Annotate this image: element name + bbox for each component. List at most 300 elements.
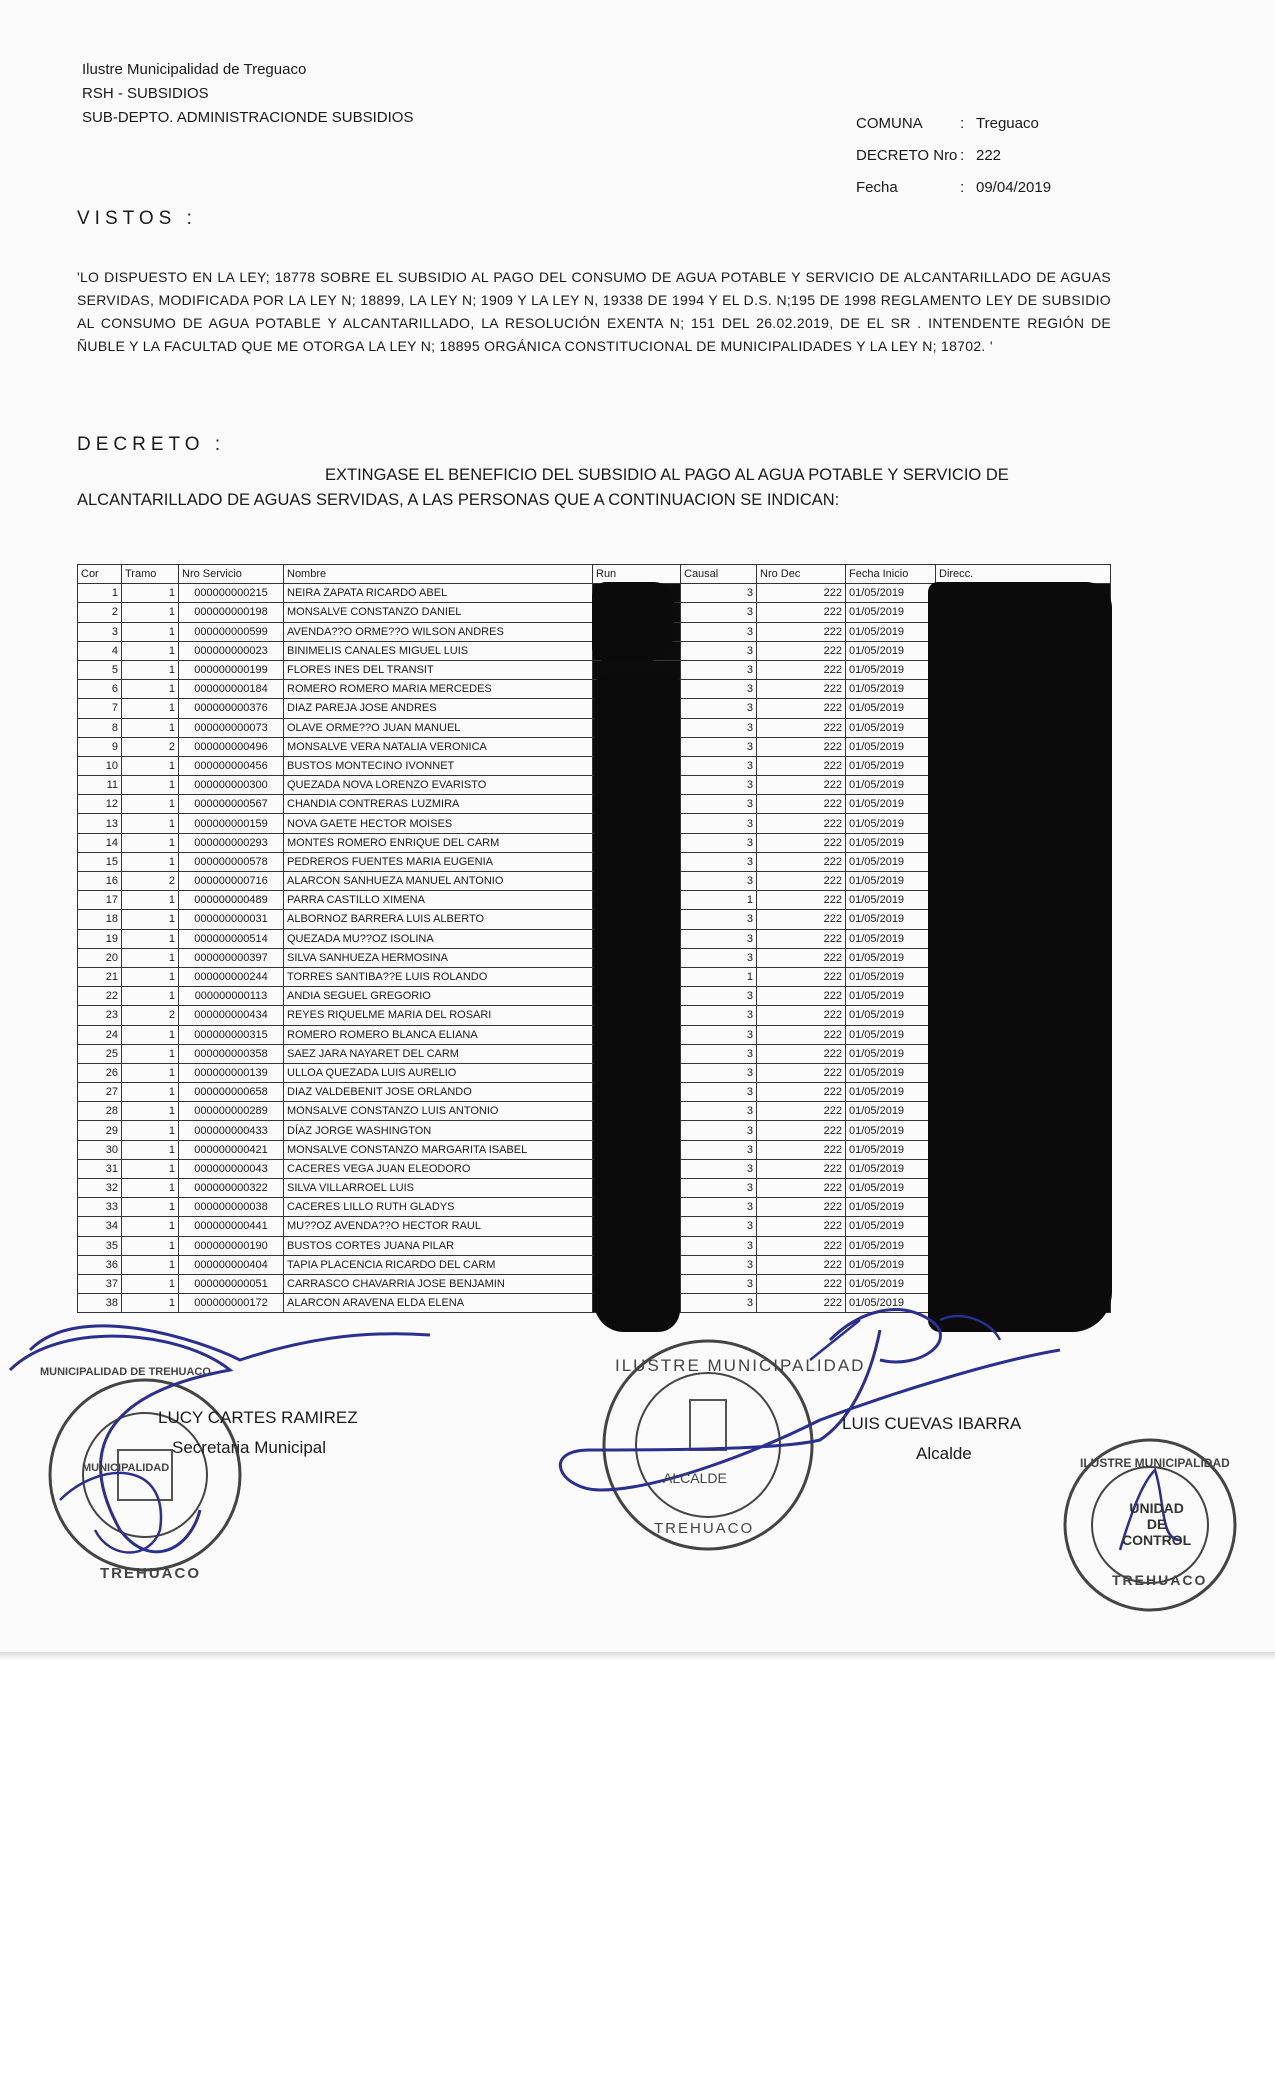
cell-cor: 32 [78, 1179, 122, 1198]
cell-fecha-inicio: 01/05/2019 [846, 967, 936, 986]
cell-causal: 3 [681, 852, 757, 871]
cell-nro-servicio: 000000000190 [179, 1236, 284, 1255]
decreto-title: DECRETO : [77, 434, 226, 455]
stamp-center-bottom: TREHUACO [654, 1520, 755, 1537]
cell-causal: 3 [681, 929, 757, 948]
cell-fecha-inicio: 01/05/2019 [846, 929, 936, 948]
cell-nro-servicio: 000000000322 [179, 1179, 284, 1198]
redaction-mark [928, 582, 1112, 1332]
cell-tramo: 1 [122, 891, 179, 910]
stamp-center-inner: ALCALDE [663, 1470, 727, 1486]
cell-fecha-inicio: 01/05/2019 [846, 1044, 936, 1063]
cell-causal: 3 [681, 699, 757, 718]
issuer-block [82, 58, 413, 130]
cell-fecha-inicio: 01/05/2019 [846, 1198, 936, 1217]
stamp-right-line: CONTROL [1122, 1532, 1192, 1548]
cell-tramo: 1 [122, 584, 179, 603]
cell-fecha-inicio: 01/05/2019 [846, 872, 936, 891]
cell-nro-servicio: 000000000023 [179, 641, 284, 660]
cell-cor: 17 [78, 891, 122, 910]
cell-nro-servicio: 000000000215 [179, 584, 284, 603]
cell-causal: 3 [681, 1198, 757, 1217]
cell-cor: 6 [78, 680, 122, 699]
cell-nro-dec: 222 [757, 1294, 846, 1313]
cell-nro-servicio: 000000000489 [179, 891, 284, 910]
cell-nro-dec: 222 [757, 1198, 846, 1217]
cell-fecha-inicio: 01/05/2019 [846, 776, 936, 795]
cell-tramo: 1 [122, 1063, 179, 1082]
cell-nombre: SILVA VILLARROEL LUIS [284, 1179, 593, 1198]
col-run: Run [593, 565, 681, 584]
cell-nro-dec: 222 [757, 641, 846, 660]
cell-cor: 13 [78, 814, 122, 833]
meta-label: DECRETO Nro [856, 147, 958, 164]
cell-cor: 16 [78, 872, 122, 891]
cell-nro-dec: 222 [757, 1255, 846, 1274]
cell-nombre: TAPIA PLACENCIA RICARDO DEL CARM [284, 1255, 593, 1274]
meta-label: COMUNA [856, 115, 923, 132]
page-edge-shadow [0, 1652, 1275, 1660]
stamp-right-ring: ILUSTRE MUNICIPALIDAD [1080, 1456, 1230, 1470]
cell-nombre: CACERES LILLO RUTH GLADYS [284, 1198, 593, 1217]
signer-right-name: LUIS CUEVAS IBARRA [842, 1414, 1022, 1433]
cell-cor: 28 [78, 1102, 122, 1121]
cell-cor: 34 [78, 1217, 122, 1236]
cell-fecha-inicio: 01/05/2019 [846, 737, 936, 756]
cell-fecha-inicio: 01/05/2019 [846, 1236, 936, 1255]
cell-nro-servicio: 000000000315 [179, 1025, 284, 1044]
cell-nro-servicio: 000000000578 [179, 852, 284, 871]
cell-cor: 21 [78, 967, 122, 986]
cell-nro-dec: 222 [757, 948, 846, 967]
cell-nro-dec: 222 [757, 603, 846, 622]
cell-nro-dec: 222 [757, 891, 846, 910]
cell-nombre: DÍAZ JORGE WASHINGTON [284, 1121, 593, 1140]
cell-fecha-inicio: 01/05/2019 [846, 622, 936, 641]
cell-nombre: ALBORNOZ BARRERA LUIS ALBERTO [284, 910, 593, 929]
issuer-line: SUB-DEPTO. ADMINISTRACIONDE SUBSIDIOS [82, 109, 414, 126]
cell-tramo: 1 [122, 622, 179, 641]
cell-nombre: PARRA CASTILLO XIMENA [284, 891, 593, 910]
cell-nombre: ROMERO ROMERO BLANCA ELIANA [284, 1025, 593, 1044]
cell-causal: 3 [681, 1006, 757, 1025]
cell-nro-servicio: 000000000441 [179, 1217, 284, 1236]
meta-decreto [856, 140, 1051, 172]
cell-cor: 11 [78, 776, 122, 795]
cell-cor: 26 [78, 1063, 122, 1082]
cell-nro-dec: 222 [757, 699, 846, 718]
cell-causal: 3 [681, 1159, 757, 1178]
cell-causal: 3 [681, 1121, 757, 1140]
cell-nro-dec: 222 [757, 852, 846, 871]
cell-fecha-inicio: 01/05/2019 [846, 1294, 936, 1313]
cell-nombre: OLAVE ORME??O JUAN MANUEL [284, 718, 593, 737]
cell-causal: 3 [681, 584, 757, 603]
signer-left-role: Secretaria Municipal [172, 1438, 327, 1457]
cell-fecha-inicio: 01/05/2019 [846, 987, 936, 1006]
cell-nro-servicio: 000000000139 [179, 1063, 284, 1082]
col-cor: Cor [78, 565, 122, 584]
cell-causal: 3 [681, 1274, 757, 1293]
cell-cor: 29 [78, 1121, 122, 1140]
cell-fecha-inicio: 01/05/2019 [846, 584, 936, 603]
cell-causal: 3 [681, 948, 757, 967]
cell-causal: 3 [681, 622, 757, 641]
cell-cor: 20 [78, 948, 122, 967]
cell-cor: 23 [78, 1006, 122, 1025]
cell-nro-servicio: 000000000113 [179, 987, 284, 1006]
cell-cor: 36 [78, 1255, 122, 1274]
cell-cor: 2 [78, 603, 122, 622]
redaction-mark [594, 672, 680, 1332]
cell-nro-dec: 222 [757, 1236, 846, 1255]
cell-nombre: QUEZADA MU??OZ ISOLINA [284, 929, 593, 948]
cell-nro-servicio: 000000000159 [179, 814, 284, 833]
cell-nro-dec: 222 [757, 795, 846, 814]
meta-value: 222 [976, 147, 1002, 164]
cell-tramo: 2 [122, 1006, 179, 1025]
cell-nro-servicio: 000000000199 [179, 660, 284, 679]
cell-causal: 1 [681, 891, 757, 910]
cell-causal: 3 [681, 1083, 757, 1102]
cell-cor: 10 [78, 756, 122, 775]
cell-causal: 3 [681, 833, 757, 852]
cell-tramo: 1 [122, 795, 179, 814]
cell-tramo: 1 [122, 833, 179, 852]
cell-cor: 33 [78, 1198, 122, 1217]
cell-cor: 7 [78, 699, 122, 718]
cell-tramo: 1 [122, 660, 179, 679]
cell-causal: 3 [681, 1255, 757, 1274]
cell-causal: 3 [681, 641, 757, 660]
cell-cor: 19 [78, 929, 122, 948]
cell-tramo: 1 [122, 1044, 179, 1063]
cell-nombre: ANDIA SEGUEL GREGORIO [284, 987, 593, 1006]
cell-nro-servicio: 000000000358 [179, 1044, 284, 1063]
cell-nro-servicio: 000000000293 [179, 833, 284, 852]
cell-fecha-inicio: 01/05/2019 [846, 891, 936, 910]
cell-nro-dec: 222 [757, 737, 846, 756]
cell-nro-servicio: 000000000599 [179, 622, 284, 641]
cell-fecha-inicio: 01/05/2019 [846, 660, 936, 679]
cell-cor: 12 [78, 795, 122, 814]
cell-fecha-inicio: 01/05/2019 [846, 1140, 936, 1159]
cell-tramo: 1 [122, 852, 179, 871]
meta-label: Fecha [856, 179, 898, 196]
cell-nro-dec: 222 [757, 1102, 846, 1121]
cell-nro-dec: 222 [757, 584, 846, 603]
cell-nro-servicio: 000000000376 [179, 699, 284, 718]
cell-causal: 3 [681, 776, 757, 795]
decree-meta [856, 108, 1051, 204]
cell-cor: 37 [78, 1274, 122, 1293]
cell-nombre: BINIMELIS CANALES MIGUEL LUIS [284, 641, 593, 660]
cell-nombre: TORRES SANTIBA??E LUIS ROLANDO [284, 967, 593, 986]
meta-value: Treguaco [976, 115, 1039, 132]
cell-nro-servicio: 000000000073 [179, 718, 284, 737]
cell-tramo: 1 [122, 603, 179, 622]
cell-nombre: ALARCON SANHUEZA MANUEL ANTONIO [284, 872, 593, 891]
signer-left-name: LUCY CARTES RAMIREZ [158, 1408, 358, 1427]
cell-nro-dec: 222 [757, 910, 846, 929]
cell-nro-dec: 222 [757, 776, 846, 795]
cell-nombre: SILVA SANHUEZA HERMOSINA [284, 948, 593, 967]
col-nro-servicio: Nro Servicio [179, 565, 284, 584]
cell-fecha-inicio: 01/05/2019 [846, 680, 936, 699]
table-header-row [78, 565, 1111, 584]
cell-cor: 30 [78, 1140, 122, 1159]
cell-nro-servicio: 000000000496 [179, 737, 284, 756]
cell-nro-servicio: 000000000514 [179, 929, 284, 948]
cell-nro-dec: 222 [757, 1159, 846, 1178]
cell-causal: 3 [681, 680, 757, 699]
cell-nombre: ROMERO ROMERO MARIA MERCEDES [284, 680, 593, 699]
cell-nombre: ULLOA QUEZADA LUIS AURELIO [284, 1063, 593, 1082]
cell-nombre: MONTES ROMERO ENRIQUE DEL CARM [284, 833, 593, 852]
cell-tramo: 1 [122, 699, 179, 718]
cell-causal: 3 [681, 1179, 757, 1198]
stamp-right-line: UNIDAD [1129, 1500, 1184, 1516]
issuer-line: RSH - SUBSIDIOS [82, 85, 209, 102]
cell-cor: 25 [78, 1044, 122, 1063]
cell-nro-dec: 222 [757, 872, 846, 891]
cell-cor: 35 [78, 1236, 122, 1255]
cell-cor: 22 [78, 987, 122, 1006]
cell-nro-dec: 222 [757, 833, 846, 852]
cell-nro-servicio: 000000000289 [179, 1102, 284, 1121]
cell-fecha-inicio: 01/05/2019 [846, 1102, 936, 1121]
cell-fecha-inicio: 01/05/2019 [846, 1025, 936, 1044]
cell-tramo: 1 [122, 1198, 179, 1217]
cell-nombre: MU??OZ AVENDA??O HECTOR RAUL [284, 1217, 593, 1236]
cell-nro-dec: 222 [757, 1140, 846, 1159]
cell-nro-dec: 222 [757, 1006, 846, 1025]
cell-causal: 3 [681, 872, 757, 891]
cell-nro-dec: 222 [757, 1274, 846, 1293]
cell-tramo: 2 [122, 872, 179, 891]
stamp-right-inner [1122, 1500, 1191, 1548]
cell-tramo: 1 [122, 910, 179, 929]
cell-fecha-inicio: 01/05/2019 [846, 1255, 936, 1274]
cell-fecha-inicio: 01/05/2019 [846, 833, 936, 852]
cell-tramo: 1 [122, 641, 179, 660]
cell-nombre: ALARCON ARAVENA ELDA ELENA [284, 1294, 593, 1313]
cell-nro-servicio: 000000000716 [179, 872, 284, 891]
cell-causal: 1 [681, 967, 757, 986]
cell-fecha-inicio: 01/05/2019 [846, 1083, 936, 1102]
cell-fecha-inicio: 01/05/2019 [846, 852, 936, 871]
cell-nombre: BUSTOS MONTECINO IVONNET [284, 756, 593, 775]
cell-tramo: 1 [122, 1217, 179, 1236]
decreto-body [77, 463, 1111, 513]
cell-tramo: 1 [122, 1274, 179, 1293]
cell-nro-servicio: 000000000433 [179, 1121, 284, 1140]
cell-causal: 3 [681, 1140, 757, 1159]
cell-tramo: 1 [122, 948, 179, 967]
cell-cor: 31 [78, 1159, 122, 1178]
cell-nombre: DIAZ VALDEBENIT JOSE ORLANDO [284, 1083, 593, 1102]
cell-causal: 3 [681, 1217, 757, 1236]
cell-nro-dec: 222 [757, 660, 846, 679]
cell-nombre: FLORES INES DEL TRANSIT [284, 660, 593, 679]
cell-tramo: 1 [122, 1179, 179, 1198]
cell-tramo: 1 [122, 776, 179, 795]
meta-fecha [856, 172, 1051, 204]
cell-fecha-inicio: 01/05/2019 [846, 699, 936, 718]
cell-tramo: 1 [122, 680, 179, 699]
cell-fecha-inicio: 01/05/2019 [846, 1121, 936, 1140]
cell-nombre: PEDREROS FUENTES MARIA EUGENIA [284, 852, 593, 871]
cell-causal: 3 [681, 1102, 757, 1121]
cell-nro-servicio: 000000000198 [179, 603, 284, 622]
cell-tramo: 1 [122, 967, 179, 986]
cell-nro-dec: 222 [757, 1044, 846, 1063]
cell-nombre: CARRASCO CHAVARRIA JOSE BENJAMIN [284, 1274, 593, 1293]
cell-causal: 3 [681, 987, 757, 1006]
cell-fecha-inicio: 01/05/2019 [846, 603, 936, 622]
cell-tramo: 1 [122, 814, 179, 833]
cell-fecha-inicio: 01/05/2019 [846, 1274, 936, 1293]
cell-nro-servicio: 000000000300 [179, 776, 284, 795]
cell-causal: 3 [681, 1236, 757, 1255]
issuer-line: Ilustre Municipalidad de Treguaco [82, 61, 307, 78]
cell-nro-servicio: 000000000031 [179, 910, 284, 929]
vistos-title: VISTOS : [77, 208, 197, 229]
cell-nombre: NEIRA ZAPATA RICARDO ABEL [284, 584, 593, 603]
cell-nombre: SAEZ JARA NAYARET DEL CARM [284, 1044, 593, 1063]
cell-tramo: 1 [122, 718, 179, 737]
signature-area [0, 1300, 1275, 1650]
cell-cor: 9 [78, 737, 122, 756]
cell-tramo: 1 [122, 756, 179, 775]
meta-comuna [856, 108, 1051, 140]
cell-nro-servicio: 000000000172 [179, 1294, 284, 1313]
cell-tramo: 1 [122, 929, 179, 948]
cell-nro-dec: 222 [757, 1121, 846, 1140]
meta-value: 09/04/2019 [976, 179, 1052, 196]
col-nombre: Nombre [284, 565, 593, 584]
cell-causal: 3 [681, 1044, 757, 1063]
cell-nro-servicio: 000000000658 [179, 1083, 284, 1102]
cell-nombre: MONSALVE CONSTANZO MARGARITA ISABEL [284, 1140, 593, 1159]
cell-nro-dec: 222 [757, 718, 846, 737]
col-fecha-inicio: Fecha Inicio [846, 565, 936, 584]
cell-cor: 4 [78, 641, 122, 660]
cell-tramo: 1 [122, 1159, 179, 1178]
cell-nro-servicio: 000000000421 [179, 1140, 284, 1159]
cell-causal: 3 [681, 795, 757, 814]
meta-sep: : [960, 147, 965, 164]
cell-nro-dec: 222 [757, 1083, 846, 1102]
cell-nro-servicio: 000000000244 [179, 967, 284, 986]
cell-nro-dec: 222 [757, 680, 846, 699]
cell-fecha-inicio: 01/05/2019 [846, 1179, 936, 1198]
col-tramo: Tramo [122, 565, 179, 584]
cell-nro-servicio: 000000000397 [179, 948, 284, 967]
cell-cor: 1 [78, 584, 122, 603]
cell-fecha-inicio: 01/05/2019 [846, 1217, 936, 1236]
meta-sep: : [960, 179, 965, 196]
cell-fecha-inicio: 01/05/2019 [846, 1063, 936, 1082]
cell-cor: 27 [78, 1083, 122, 1102]
cell-causal: 3 [681, 718, 757, 737]
cell-tramo: 1 [122, 1102, 179, 1121]
cell-nro-servicio: 000000000038 [179, 1198, 284, 1217]
cell-cor: 24 [78, 1025, 122, 1044]
cell-causal: 3 [681, 1025, 757, 1044]
cell-nombre: BUSTOS CORTES JUANA PILAR [284, 1236, 593, 1255]
cell-tramo: 1 [122, 1121, 179, 1140]
cell-nro-dec: 222 [757, 1217, 846, 1236]
cell-nombre: QUEZADA NOVA LORENZO EVARISTO [284, 776, 593, 795]
col-causal: Causal [681, 565, 757, 584]
cell-nombre: DIAZ PAREJA JOSE ANDRES [284, 699, 593, 718]
stamp-left-ring: MUNICIPALIDAD DE TREHUACO [40, 1366, 211, 1378]
cell-causal: 3 [681, 737, 757, 756]
cell-nro-dec: 222 [757, 987, 846, 1006]
meta-sep: : [960, 115, 965, 132]
cell-causal: 3 [681, 603, 757, 622]
cell-cor: 8 [78, 718, 122, 737]
decreto-line: EXTINGASE EL BENEFICIO DEL SUBSIDIO AL PAGO AL AGUA POTABLE Y SERVICIO DE [325, 466, 1009, 484]
cell-cor: 15 [78, 852, 122, 871]
cell-nombre: CACERES VEGA JUAN ELEODORO [284, 1159, 593, 1178]
cell-tramo: 2 [122, 737, 179, 756]
col-nro-dec: Nro Dec [757, 565, 846, 584]
cell-tramo: 1 [122, 987, 179, 1006]
cell-causal: 3 [681, 910, 757, 929]
cell-fecha-inicio: 01/05/2019 [846, 1159, 936, 1178]
cell-cor: 38 [78, 1294, 122, 1313]
cell-nro-dec: 222 [757, 929, 846, 948]
cell-nombre: MONSALVE CONSTANZO LUIS ANTONIO [284, 1102, 593, 1121]
cell-nro-dec: 222 [757, 967, 846, 986]
col-direcc: Direcc. [936, 565, 1111, 584]
cell-fecha-inicio: 01/05/2019 [846, 756, 936, 775]
cell-causal: 3 [681, 814, 757, 833]
cell-tramo: 1 [122, 1236, 179, 1255]
redaction-mark [592, 582, 674, 662]
cell-nro-servicio: 000000000567 [179, 795, 284, 814]
cell-fecha-inicio: 01/05/2019 [846, 910, 936, 929]
cell-tramo: 1 [122, 1083, 179, 1102]
cell-nombre: AVENDA??O ORME??O WILSON ANDRES [284, 622, 593, 641]
stamp-center-ring: ILUSTRE MUNICIPALIDAD [615, 1356, 866, 1375]
cell-tramo: 1 [122, 1255, 179, 1274]
cell-nro-servicio: 000000000184 [179, 680, 284, 699]
cell-nro-dec: 222 [757, 1179, 846, 1198]
cell-nombre: REYES RIQUELME MARIA DEL ROSARI [284, 1006, 593, 1025]
cell-nro-servicio: 000000000051 [179, 1274, 284, 1293]
stamp-right-line: DE [1146, 1516, 1167, 1532]
signer-right-role: Alcalde [916, 1444, 972, 1463]
stamp-left-bottom: TREHUACO [100, 1565, 201, 1582]
cell-nro-dec: 222 [757, 814, 846, 833]
cell-fecha-inicio: 01/05/2019 [846, 795, 936, 814]
cell-nro-servicio: 000000000404 [179, 1255, 284, 1274]
cell-tramo: 1 [122, 1294, 179, 1313]
cell-tramo: 1 [122, 1025, 179, 1044]
cell-cor: 14 [78, 833, 122, 852]
cell-nro-servicio: 000000000456 [179, 756, 284, 775]
cell-cor: 3 [78, 622, 122, 641]
cell-nombre: CHANDIA CONTRERAS LUZMIRA [284, 795, 593, 814]
cell-nro-servicio: 000000000043 [179, 1159, 284, 1178]
cell-fecha-inicio: 01/05/2019 [846, 1006, 936, 1025]
stamp-left-inner: MUNICIPALIDAD [82, 1462, 170, 1474]
cell-causal: 3 [681, 1063, 757, 1082]
vistos-body: 'LO DISPUESTO EN LA LEY; 18778 SOBRE EL SUBSIDIO AL PAGO DEL CONSUMO DE AGUA POTABLE Y SERVICIO DE ALCANTARILLADO DE AGUAS SERVIDAS, MODIFICADA POR LA LEY N; 18899, LA LEY N; 1909 Y LA LEY N, 19338 DE 1994 Y EL D.S. N;195 DE 1998 REGLAMENTO LEY DE SUBSIDIO AL CONSUMO DE AGUA POTABLE Y ALCANTARILLADO, LA RESOLUCIÓN EXENTA N; 151 DEL 26.02.2019, DE EL SR . INTENDENTE REGIÓN DE ÑUBLE Y LA FACULTAD QUE ME OTORGA LA LEY N; 18895 ORGÁNICA CONSTITUCIONAL DE MUNICIPALIDADES Y LA LEY N; 18702. ' [77, 269, 1111, 354]
